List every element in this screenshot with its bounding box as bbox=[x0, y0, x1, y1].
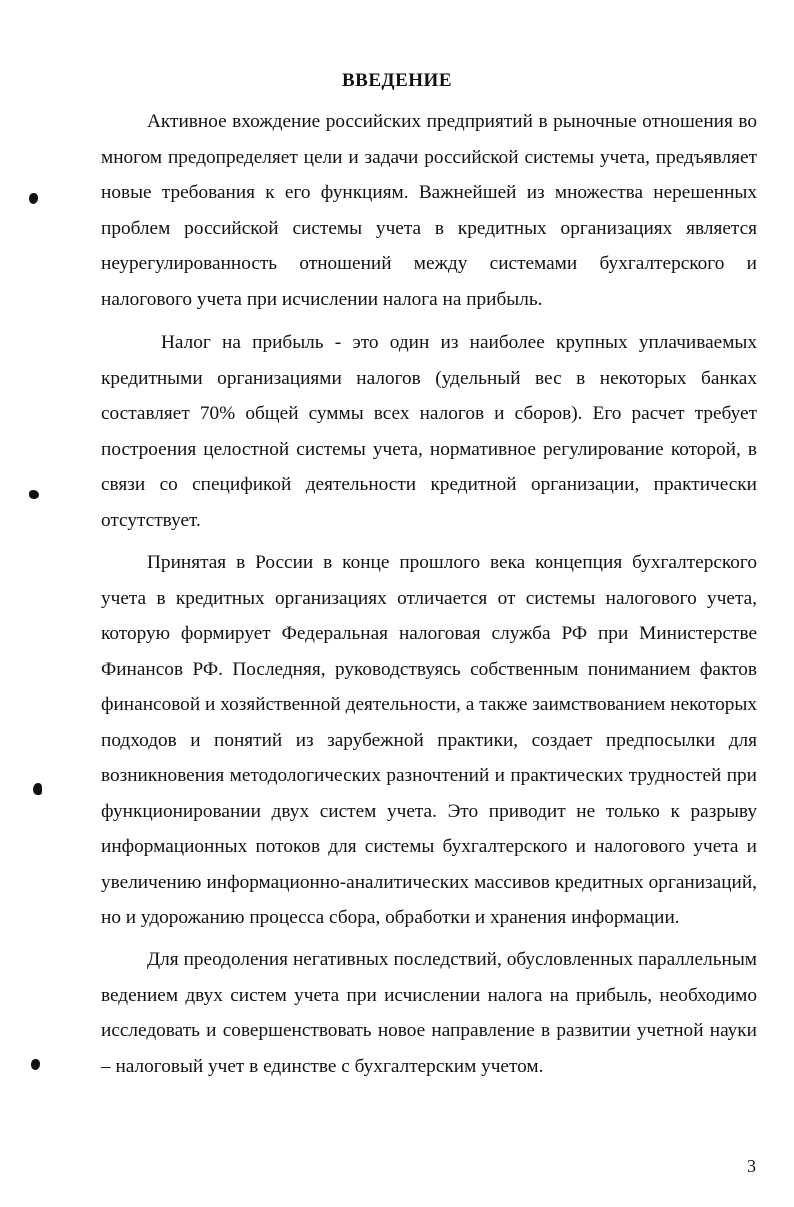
section-title: ВВЕДЕНИЕ bbox=[342, 70, 452, 91]
binding-hole-mark bbox=[33, 783, 42, 795]
paragraph-3: Принятая в России в конце прошлого века концепция бухгалтерского учета в кредитных организациях отличается от системы налогового учета, которую формирует Федеральная налоговая служба РФ при Министерстве Финансов РФ. Последняя, руководствуясь собственным пониманием фактов финансовой и хозяйственной деятельности, а также заимствованием некоторых подходов и понятий из зарубежной практики, создает предпосылки для возникновения методологических разночтений и практических трудностей при функционировании двух систем учета. Это приводит не только к разрыву информационных потоков для системы бухгалтерского и налогового учета и увеличению информационно-аналитических массивов кредитных организаций, но и удорожанию процесса сбора, обработки и хранения информации. bbox=[101, 552, 757, 928]
paragraph-1: Активное вхождение российских предприятий в рыночные отношения во многом предопределяет цели и задачи российской системы учета, предъявляет новые требования к его функциям. Важнейшей из множества нерешенных проблем российской системы учета в кредитных организациях является неурегулированность отношений между системами бухгалтерского и налогового учета при исчислении налога на прибыль. bbox=[101, 111, 757, 310]
paragraph-2: Налог на прибыль - это один из наиболее крупных уплачиваемых кредитными организациями налогов (удельный вес в некоторых банках составляет 70% общей суммы всех налогов и сборов). Его расчет требует построения целостной системы учета, нормативное регулирование которой, в связи со спецификой деятельности кредитной организации, практически отсутствует. bbox=[101, 332, 757, 531]
binding-hole-mark bbox=[29, 490, 39, 499]
binding-hole-mark bbox=[31, 1059, 40, 1070]
binding-hole-mark bbox=[29, 193, 38, 204]
paragraph-4: Для преодоления негативных последствий, обусловленных параллельным ведением двух систем учета при исчислении налога на прибыль, необходимо исследовать и совершенствовать новое направление в развитии учетной науки – налоговый учет в единстве с бухгалтерским учетом. bbox=[101, 949, 757, 1077]
page-number: 3 bbox=[747, 1156, 756, 1176]
